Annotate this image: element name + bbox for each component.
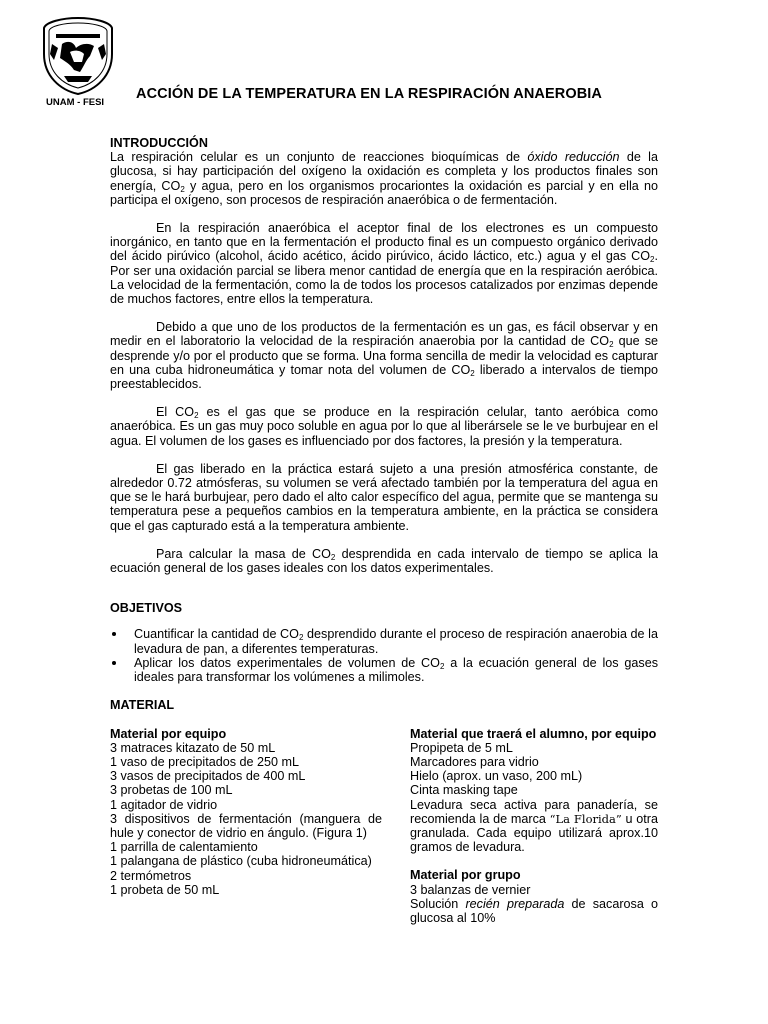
list-item: 3 matraces kitazato de 50 mL <box>110 740 276 755</box>
list-item: Hielo (aprox. un vaso, 200 mL) <box>410 769 583 784</box>
unam-seal-logo <box>40 14 116 96</box>
material-equipo-heading: Material por equipo <box>110 726 227 741</box>
list-item: 3 balanzas de vernier <box>410 882 531 897</box>
list-item: 1 agitador de vidrio <box>110 797 218 812</box>
list-item: 1 palangana de plástico (cuba hidroneumática) <box>110 854 372 869</box>
objective-item: Cuantificar la cantidad de $CO_2$ desprendido durante el proceso de respiración anaerobia de la levadura de pan, a diferentes temperaturas. <box>110 627 658 655</box>
objectives-heading: OBJETIVOS <box>110 601 183 616</box>
list-item: 1 parrilla de calentamiento <box>110 840 258 855</box>
list-item: Solución recién preparada de sacarosa o glucosa al 10% <box>410 896 658 925</box>
list-item: 2 termómetros <box>110 868 192 883</box>
intro-paragraph-1: La respiración celular es un conjunto de reacciones bioquímicas de óxido reducción de la glucosa, si hay participación del oxígeno la oxidación es completa y los productos finales son energía, $CO_2$ y agua, pero en los organismos procariontes la oxidación es parcial y en ella no participa el oxígeno, son procesos de respiración anaeróbica o de fermentación. <box>110 150 658 207</box>
list-item: 3 vasos de precipitados de 400 mL <box>110 769 306 784</box>
list-item: Levadura seca activa para panadería, se recomienda la de marca “La Florida” u otra granulada. Cada equipo utilizará aprox.10 gramos de levadura. <box>410 797 658 855</box>
material-heading: MATERIAL <box>110 698 175 713</box>
intro-paragraph-6: Para calcular la masa de $CO_2$ desprendida en cada intervalo de tiempo se aplica la ecuación general de los gases ideales con los datos experimentales. <box>110 546 658 576</box>
list-item: Propipeta de 5 mL <box>410 740 513 755</box>
list-item: 1 vaso de precipitados de 250 mL <box>110 754 300 769</box>
material-alumno-heading: Material que traerá el alumno, por equipo <box>410 726 657 741</box>
intro-heading: INTRODUCCIÓN <box>110 136 208 150</box>
document-title: ACCIÓN DE LA TEMPERATURA EN LA RESPIRACIÓN ANAEROBIA <box>136 86 602 102</box>
seal-label: UNAM - FESI <box>46 97 105 108</box>
document-body <box>110 136 658 925</box>
intro-paragraph-2: En la respiración anaeróbica el aceptor final de los electrones es un compuesto inorgánico, en tanto que en la fermentación el producto final es un compuesto orgánico derivado del ácido pirúvico (alcohol, ácido acético, ácido pirúvico, ácido láctico, etc.) agua y el gas $CO_2$. Por ser una oxidación parcial se libera menor cantidad de energía que en la respiración aeróbica. La velocidad de la fermentación, como la de todos los procesos catalizados por enzimas depende de muchos factores, entre ellos la temperatura. <box>110 221 658 307</box>
list-item: 3 dispositivos de fermentación (manguera de hule y conector de vidrio en ángulo. (Figura 1) <box>110 811 382 840</box>
intro-paragraph-5: El gas liberado en la práctica estará sujeto a una presión atmosférica constante, de alrededor 0.72 atmósferas, su volumen se verá afectado también por la temperatura del agua en que se le hará burbujear, pero dado el alto calor específico del agua, permite que se mantenga su temperatura pese a pequeños cambios en la temperatura ambiente, en la práctica se considera que el gas capturado está a la temperatura ambiente. <box>110 461 658 533</box>
objectives-list <box>110 627 658 684</box>
list-item: Cinta masking tape <box>410 783 518 798</box>
intro-paragraph-3: Debido a que uno de los productos de la fermentación es un gas, es fácil observar y en medir en el laboratorio la velocidad de la respiración anaerobia por la cantidad de $CO_2$ que se desprende y/o por el producto que se forma. Una forma sencilla de medir la velocidad es capturar en una cuba hidroneumática y tomar nota del volumen de $CO_2$ liberado a intervalos de tiempo preestablecidos. <box>110 320 659 392</box>
material-columns <box>110 727 658 926</box>
material-grupo-heading: Material por grupo <box>410 868 521 883</box>
objective-item: Aplicar los datos experimentales de volumen de $CO_2$ a la ecuación general de los gases ideales para transformar los volúmenes a milimoles. <box>110 656 658 684</box>
intro-paragraph-4: El $CO_2$ es el gas que se produce en la respiración celular, tanto aeróbica como anaeróbica. Es un gas muy poco soluble en agua por lo que al liberársele se le ve burbujear en el agua. El volumen de los gases es influenciado por dos factores, la presión y la temperatura. <box>110 405 658 448</box>
list-item: 1 probeta de 50 mL <box>110 882 220 897</box>
material-alumno-column <box>410 727 658 926</box>
list-item: 3 probetas de 100 mL <box>110 783 233 798</box>
list-item: Marcadores para vidrio <box>410 754 539 769</box>
material-equipo-column <box>110 727 382 926</box>
